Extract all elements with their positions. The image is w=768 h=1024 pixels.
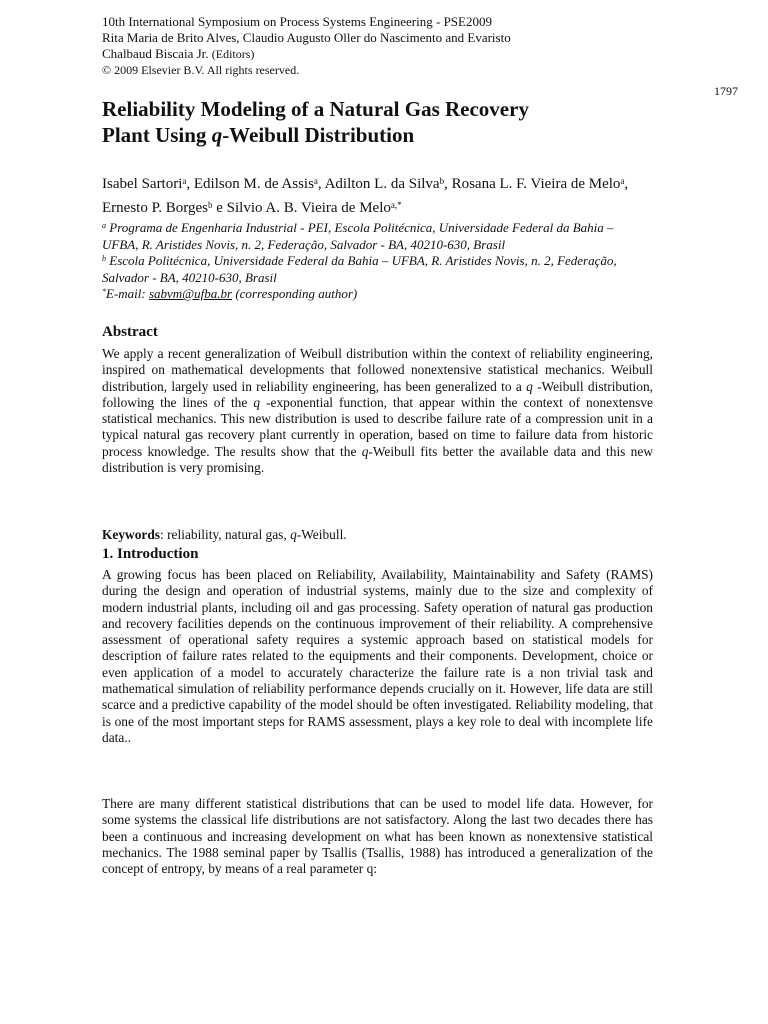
abstract-q-1: q <box>526 378 533 394</box>
keywords-line <box>102 527 653 543</box>
author-6-affil: a,* <box>390 200 402 210</box>
affiliation-a-marker: a <box>102 221 106 230</box>
title-line-2-post: -Weibull Distribution <box>222 123 415 147</box>
author-2: , Edilson M. de Assis <box>186 176 314 192</box>
header-line-2: Rita Maria de Brito Alves, Claudio Augusto Oller do Nascimento and Evaristo <box>102 30 511 45</box>
introduction-heading: 1. Introduction <box>102 546 199 562</box>
affiliation-a <box>102 220 653 253</box>
header-line-1: 10th International Symposium on Process Systems Engineering - PSE2009 <box>102 14 492 29</box>
author-3-affil: b <box>439 176 445 186</box>
abstract-paragraph <box>102 346 653 476</box>
email-note: (corresponding author) <box>232 286 358 301</box>
affiliation-b-text: Escola Politécnica, Universidade Federal da Bahia – UFBA, R. Aristides Novis, n. 2, Federação, Salvador - BA, 40210-630, Brasil <box>102 253 617 285</box>
abstract-q-3: q <box>361 443 369 459</box>
keywords-text-pre: : reliability, natural gas, <box>160 527 291 542</box>
abstract-text-3: -exponential function, that appear within the context of nonextensve statistical mechanics. This new distribution is used to describe failure rate of a compression unit in a typical natural gas recovery plant currently in operation, based on time to failure data from historic process knowledge. The results show that the <box>102 394 653 459</box>
header-line-3 <box>102 46 653 62</box>
author-1: Isabel Sartori <box>102 176 183 192</box>
author-2-affil: a <box>313 176 318 186</box>
corresponding-email <box>102 286 653 303</box>
affiliations <box>102 220 653 303</box>
title-q: q <box>211 123 223 147</box>
author-4: , Rosana L. F. Vieira de Melo <box>444 176 621 192</box>
author-4-affil: a <box>620 176 625 186</box>
author-5: , Ernesto P. Borges <box>102 176 629 216</box>
keywords-q: q <box>290 527 297 542</box>
abstract-text-1: We apply a recent generalization of Weibull distribution within the context of reliability engineering, inspired on mathematical developments that followed nonextensive statistical mechanics. Weibull distribution, largely used in reliability engineering, has been generalized to a <box>102 346 653 394</box>
introduction-paragraph-2: There are many different statistical distributions that can be used to model life data. However, for some systems the classical life distributions are not satisfactory. Along the last two decades there has been a continuous and increasing development on what has been known as nonextensive statistical mechanics. The 1988 seminal paper by Tsallis (Tsallis, 1988) has introduced a generalization of the concept of entropy, by means of a real parameter q: <box>102 796 653 877</box>
paper-page <box>102 14 738 877</box>
header-editors-label: (Editors) <box>211 47 255 61</box>
title-line-2-pre: Plant Using <box>102 123 212 147</box>
affiliation-b-marker: b <box>102 254 106 263</box>
author-1-affil: a <box>182 176 187 186</box>
abstract-text-2: -Weibull distribution, following the lines of the <box>102 378 653 410</box>
title-line-1: Reliability Modeling of a Natural Gas Recovery <box>102 97 529 121</box>
author-6: e Silvio A. B. Vieira de Melo <box>212 200 391 216</box>
keywords-label: Keywords <box>102 527 161 542</box>
copyright-line: © 2009 Elsevier B.V. All rights reserved. <box>102 63 300 77</box>
corresponding-marker: * <box>102 287 106 296</box>
affiliation-a-text: Programa de Engenharia Industrial - PEI, Escola Politécnica, Universidade Federal da Bahia – UFBA, R. Aristides Novis, n. 2, Federação, Salvador - BA, 40210-630, Brasil <box>102 220 614 252</box>
author-5-affil: b <box>207 200 213 210</box>
page-number: 1797 <box>714 84 738 98</box>
abstract-heading: Abstract <box>102 324 158 340</box>
publication-header <box>102 14 653 78</box>
header-editor-name: Chalbaud Biscaia Jr. <box>102 46 209 61</box>
author-list <box>102 172 653 220</box>
abstract-q-2: q <box>253 394 261 410</box>
abstract-text-4: -Weibull fits better the available data and this new distribution is very promising. <box>102 443 653 476</box>
introduction-paragraph-1: A growing focus has been placed on Reliability, Availability, Maintainability and Safety (RAMS) during the design and operation of industrial systems, mainly due to the size and complexity of modern industrial plants, including oil and gas processing. Safety operation of natural gas production and recovery facilities depends on the continuous improvement of their reliability. A comprehensive assessment of operational safety requires a systemic approach based on statistical models for description of failure rates related to the equipments and their components. Development, choice or even application of a model to accurately characterize the failure rate is a non trivial task and mathematical simulation of reliability performance depends crucially on it. However, life data are still scarce and a predictive capability of the model should be often investigated. Reliability modeling, that is one of the most important steps for RAMS assessment, plays a key role to deal with incomplete life data.. <box>102 567 653 745</box>
email-label: E-mail: <box>106 286 149 301</box>
affiliation-b <box>102 253 653 286</box>
keywords-text-post: -Weibull. <box>296 527 347 542</box>
author-3: , Adilton L. da Silva <box>317 176 440 192</box>
email-link[interactable]: sabvm@ufba.br <box>148 286 233 301</box>
paper-title <box>102 96 653 148</box>
